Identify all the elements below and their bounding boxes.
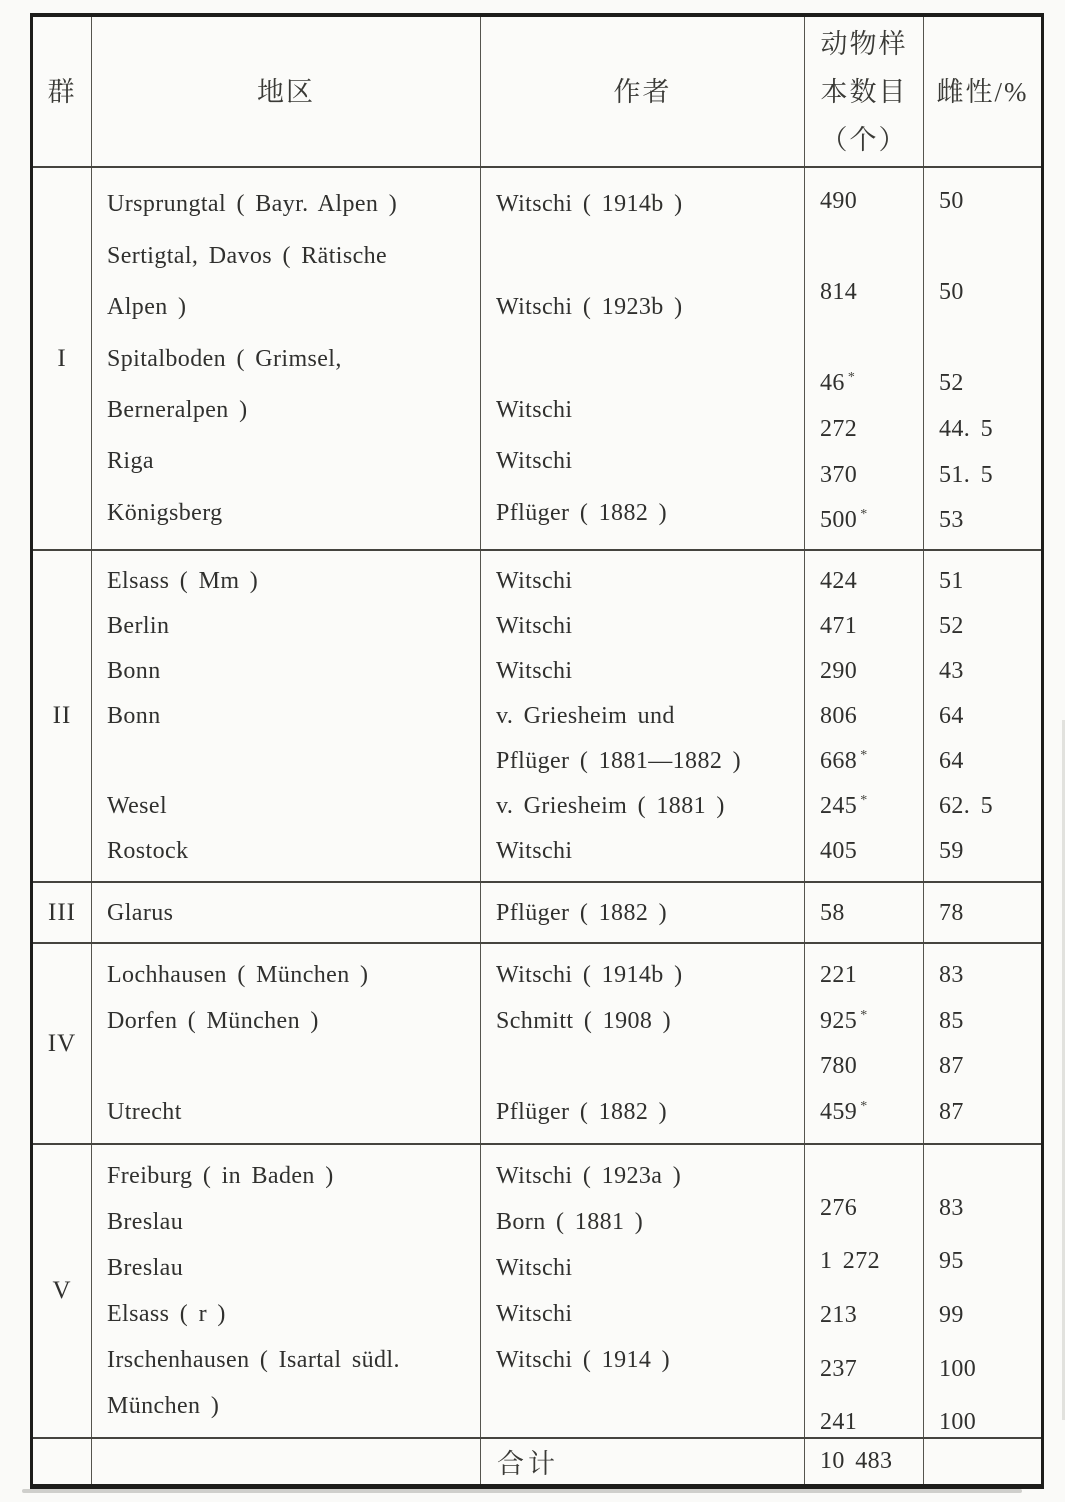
author-stack [481, 1145, 804, 1437]
region-line: Dorfen ( München ) [107, 1007, 319, 1034]
female-line: 64 [939, 748, 964, 774]
samples-line: 925 * [820, 1007, 868, 1034]
female-line: 52 [939, 613, 964, 639]
header-region-label: 地区 [257, 76, 315, 107]
female-line: 78 [939, 899, 964, 926]
female-line: 51 [939, 568, 964, 594]
samples-line: 370 [820, 461, 858, 488]
female-line: 95 [939, 1248, 964, 1275]
group-id-cell [33, 551, 91, 881]
region-line: Rostock [107, 838, 189, 864]
female-stack [924, 883, 1041, 942]
female-cell [923, 1145, 1041, 1437]
author-line: Witschi [496, 613, 573, 639]
group-label-line: IV [47, 1029, 77, 1057]
female-line: 87 [939, 1053, 964, 1080]
author-stack [481, 883, 804, 942]
female-line: 100 [939, 1409, 977, 1436]
female-line: 64 [939, 703, 964, 729]
table-row [33, 549, 1041, 881]
asterisk-marker: * [860, 1007, 868, 1023]
female-line: 53 [939, 507, 964, 534]
samples-line: 668 * [820, 748, 868, 774]
header-group-label: 群 [47, 76, 77, 107]
group-label-stack [33, 944, 91, 1143]
group-id-cell [33, 1145, 91, 1437]
samples-line: 213 [820, 1301, 858, 1328]
header-samples-label-line2: 本数目 [820, 76, 908, 107]
author-stack [481, 551, 804, 881]
total-label-cell [480, 1439, 804, 1484]
group-label-stack [33, 168, 91, 549]
table-row [33, 942, 1041, 1143]
table-row [33, 166, 1041, 549]
author-line: Witschi ( 1914b ) [496, 961, 683, 988]
table-row [33, 1143, 1041, 1437]
female-line: 62. 5 [939, 793, 993, 819]
samples-line: 290 [820, 658, 858, 684]
female-cell [923, 883, 1041, 942]
author-line: Born ( 1881 ) [496, 1209, 644, 1235]
region-cell [91, 883, 480, 942]
region-line: Berlin [107, 613, 170, 639]
region-line: Berneralpen ) [107, 396, 248, 423]
samples-line: 806 [820, 703, 858, 729]
asterisk-marker: * [847, 370, 856, 386]
female-line [939, 323, 1041, 353]
samples-line: 405 [820, 838, 858, 864]
region-cell [91, 168, 480, 549]
region-line: Breslau [107, 1209, 184, 1235]
region-line: Wesel [107, 793, 168, 819]
group-label-line: II [52, 702, 72, 729]
region-line: Königsberg [107, 499, 223, 526]
total-label: 合计 [497, 1449, 559, 1479]
region-stack [92, 883, 480, 942]
female-line: 87 [939, 1099, 964, 1126]
author-line: Pflüger ( 1882 ) [496, 899, 668, 926]
header-cell-female [923, 17, 1041, 166]
samples-line: 221 [820, 961, 858, 988]
region-line: Sertigtal, Davos ( Rätische [107, 242, 388, 269]
region-stack [92, 1145, 480, 1437]
header-author-label: 作者 [613, 76, 672, 107]
group-label-line: I [57, 344, 67, 372]
samples-line: 500 * [820, 507, 868, 534]
header-female-label: 雌性/% [936, 76, 1029, 107]
author-cell [480, 944, 804, 1143]
female-stack [924, 168, 1041, 555]
header-cell-group [33, 17, 91, 166]
samples-line: 245 * [820, 793, 868, 819]
author-line: Witschi [496, 448, 573, 475]
author-line [496, 1391, 804, 1421]
female-line [939, 231, 1041, 261]
region-line: Freiburg ( in Baden ) [107, 1163, 334, 1189]
female-line: 50 [939, 187, 964, 214]
female-line: 83 [939, 1194, 964, 1221]
samples-cell [804, 883, 923, 942]
female-line: 51. 5 [939, 461, 993, 488]
author-line: Witschi ( 1914 ) [496, 1347, 671, 1373]
region-line: Ursprungtal ( Bayr. Alpen ) [107, 191, 398, 218]
total-group-cell [33, 1439, 91, 1484]
group-label-stack [33, 883, 91, 942]
author-line: v. Griesheim und [496, 703, 675, 729]
group-label-line: III [48, 898, 76, 926]
samples-line: 471 [820, 613, 858, 639]
author-line: Pflüger ( 1882 ) [496, 1099, 668, 1126]
female-stack [924, 944, 1041, 1143]
samples-line: 424 [820, 568, 858, 594]
female-line: 59 [939, 838, 964, 864]
region-line: Elsass ( Mm ) [107, 568, 259, 594]
scan-artifact-bottom [22, 1489, 1022, 1493]
group-id-cell [33, 168, 91, 549]
female-line: 44. 5 [939, 415, 993, 442]
author-line: Witschi [496, 568, 573, 594]
samples-cell [804, 944, 923, 1143]
author-stack [481, 168, 804, 549]
female-line: 83 [939, 961, 964, 988]
samples-line: 490 [820, 187, 858, 214]
asterisk-marker: * [860, 507, 868, 523]
author-line: Pflüger ( 1882 ) [496, 499, 668, 526]
group-id-cell [33, 883, 91, 942]
samples-line: 276 [820, 1194, 858, 1221]
female-line: 52 [939, 370, 964, 397]
total-value-cell [804, 1439, 923, 1484]
author-line: v. Griesheim ( 1881 ) [496, 793, 725, 819]
region-cell [91, 944, 480, 1143]
region-line: München ) [107, 1393, 220, 1419]
asterisk-marker: * [860, 748, 868, 763]
group-label-line: V [52, 1277, 72, 1304]
asterisk-marker: * [860, 1099, 868, 1115]
region-line [107, 746, 480, 776]
author-line: Witschi [496, 1301, 573, 1327]
author-line: Witschi ( 1923b ) [496, 294, 683, 321]
samples-line [820, 323, 923, 353]
header-cell-region [91, 17, 480, 166]
author-line: Witschi [496, 1255, 573, 1281]
region-line: Irschenhausen ( Isartal südl. [107, 1347, 400, 1373]
samples-line: 459 * [820, 1099, 868, 1126]
samples-line: 241 [820, 1409, 858, 1436]
samples-stack [805, 883, 923, 942]
region-line: Breslau [107, 1255, 184, 1281]
female-line: 100 [939, 1355, 977, 1382]
table-header-row [33, 17, 1041, 166]
samples-line: 58 [820, 899, 845, 926]
sex-ratio-table [30, 13, 1044, 1489]
region-line: Alpen ) [107, 294, 187, 321]
region-line: Bonn [107, 703, 161, 729]
author-cell [480, 168, 804, 549]
female-cell [923, 551, 1041, 881]
region-line: Elsass ( r ) [107, 1301, 226, 1327]
group-label-stack [33, 1145, 91, 1437]
total-female-cell [923, 1439, 1041, 1484]
author-line [496, 1051, 804, 1081]
region-line: Spitalboden ( Grimsel, [107, 345, 342, 372]
header-samples-label-line1: 动物样 [820, 28, 908, 59]
samples-stack [805, 944, 923, 1143]
region-line: Lochhausen ( München ) [107, 961, 369, 988]
samples-line: 272 [820, 415, 858, 442]
samples-stack [805, 551, 923, 881]
header-cell-author [480, 17, 804, 166]
region-cell [91, 1145, 480, 1437]
samples-line: 237 [820, 1355, 858, 1382]
author-line [496, 241, 804, 271]
author-cell [480, 1145, 804, 1437]
female-line: 99 [939, 1301, 964, 1328]
region-stack [92, 168, 480, 549]
author-line: Witschi ( 1914b ) [496, 191, 683, 218]
region-line: Riga [107, 448, 154, 475]
female-line: 43 [939, 658, 964, 684]
table-body [33, 166, 1041, 1437]
author-cell [480, 551, 804, 881]
table-row [33, 881, 1041, 942]
female-stack [924, 1145, 1041, 1469]
header-samples-label-line3: （个） [820, 124, 908, 155]
region-line: Glarus [107, 899, 174, 926]
author-line: Witschi [496, 838, 573, 864]
author-line [496, 344, 804, 374]
female-line: 50 [939, 278, 964, 305]
region-line: Bonn [107, 658, 161, 684]
group-id-cell [33, 944, 91, 1143]
female-stack [924, 551, 1041, 881]
author-cell [480, 883, 804, 942]
female-line: 85 [939, 1007, 964, 1034]
female-cell [923, 944, 1041, 1143]
samples-line: 814 [820, 278, 858, 305]
asterisk-marker: * [860, 793, 868, 808]
total-value: 10 483 [820, 1448, 893, 1474]
samples-cell [804, 551, 923, 881]
author-line: Schmitt ( 1908 ) [496, 1007, 672, 1034]
samples-cell [804, 1145, 923, 1437]
female-cell [923, 168, 1041, 549]
samples-line [820, 231, 923, 261]
region-stack [92, 944, 480, 1143]
region-cell [91, 551, 480, 881]
region-line [107, 1051, 480, 1081]
header-cell-samples [804, 17, 923, 166]
total-region-cell [91, 1439, 480, 1484]
author-line: Pflüger ( 1881—1882 ) [496, 748, 742, 774]
samples-line: 1 272 [820, 1248, 880, 1275]
region-line: Utrecht [107, 1099, 182, 1126]
author-line: Witschi ( 1923a ) [496, 1163, 682, 1189]
table-total-row [33, 1437, 1041, 1484]
author-line: Witschi [496, 396, 573, 423]
samples-stack [805, 168, 923, 555]
group-label-stack [33, 551, 91, 881]
samples-cell [804, 168, 923, 549]
samples-line: 780 [820, 1053, 858, 1080]
samples-stack [805, 1145, 923, 1469]
region-stack [92, 551, 480, 881]
samples-line: 46 * [820, 370, 856, 397]
author-line: Witschi [496, 658, 573, 684]
author-stack [481, 944, 804, 1143]
